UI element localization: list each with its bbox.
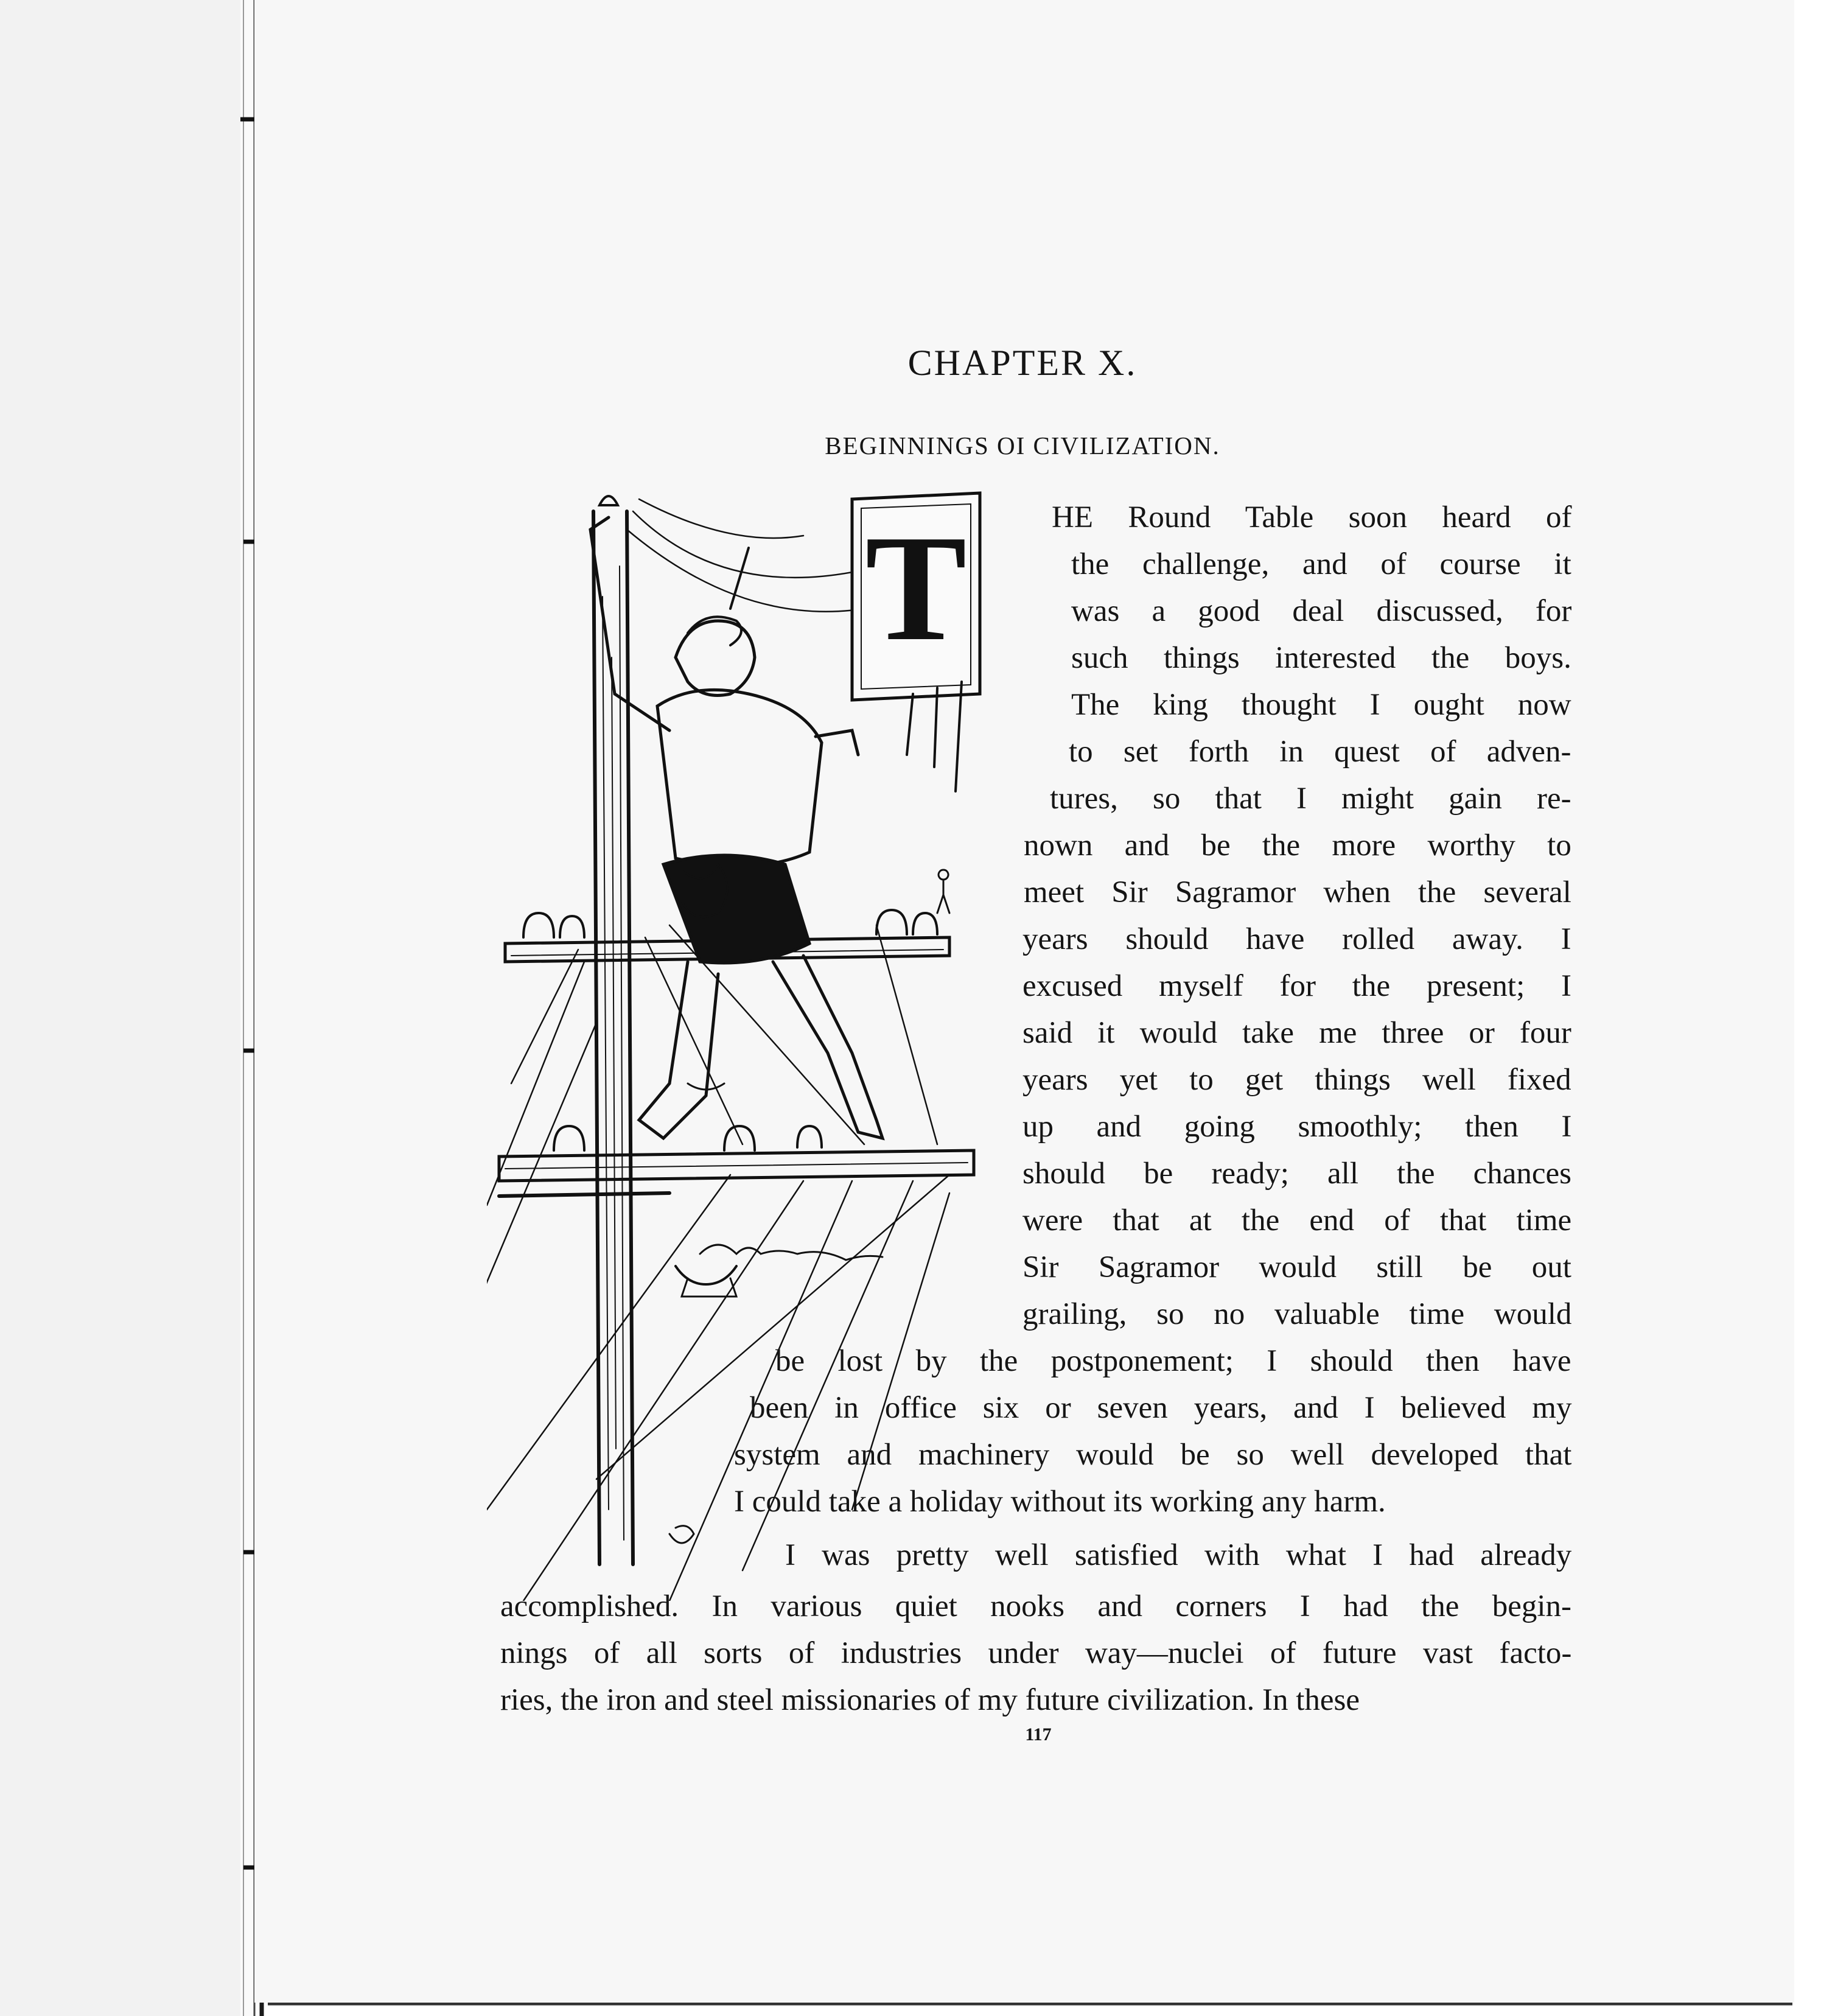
telegraph-pole-illustration [487, 475, 1047, 1601]
body-line: were that at the end of that time [1022, 1203, 1572, 1237]
chapter-title: CHAPTER X. [907, 343, 1138, 383]
body-line: meet Sir Sagramor when the several [1024, 875, 1571, 909]
body-line: I was pretty well satisfied with what I had already [785, 1538, 1572, 1572]
body-line: nings of all sorts of industries under way—nuclei of future vast facto- [500, 1636, 1572, 1670]
body-line: was a good deal discussed, for [1071, 594, 1572, 628]
body-line: The king thought I ought now [1071, 688, 1571, 722]
body-line: system and machinery would be so well developed that [734, 1438, 1572, 1472]
body-line: I could take a holiday without its working any harm. [734, 1485, 1386, 1519]
chapter-subtitle: BEGINNINGS OI CIVILIZATION. [825, 432, 1220, 460]
drop-cap: T [865, 504, 967, 673]
body-line: excused myself for the present; I [1022, 969, 1572, 1003]
body-line: HE Round Table soon heard of [1052, 500, 1572, 534]
body-line: years should have rolled away. I [1022, 922, 1571, 956]
body-line: said it would take me three or four [1022, 1016, 1571, 1050]
body-line: nown and be the more worthy to [1024, 828, 1571, 863]
body-line: accomplished. In various quiet nooks and corners I had the begin- [500, 1589, 1572, 1623]
body-line: grailing, so no valuable time would [1022, 1297, 1572, 1331]
body-line: such things interested the boys. [1071, 641, 1571, 675]
body-line: years yet to get things well fixed [1022, 1063, 1571, 1097]
body-line: the challenge, and of course it [1071, 547, 1571, 581]
body-line: up and going smoothly; then I [1022, 1110, 1572, 1144]
body-line: be lost by the postponement; I should then have [775, 1344, 1571, 1378]
body-line: Sir Sagramor would still be out [1022, 1250, 1571, 1284]
body-line: to set forth in quest of adven- [1069, 735, 1571, 769]
page-number: 117 [1025, 1724, 1052, 1745]
body-line: tures, so that I might gain re- [1050, 782, 1571, 816]
body-line: should be ready; all the chances [1022, 1157, 1572, 1191]
body-line: been in office six or seven years, and I believed my [750, 1391, 1572, 1425]
body-line: ries, the iron and steel missionaries of my future civilization. In these [500, 1683, 1360, 1717]
